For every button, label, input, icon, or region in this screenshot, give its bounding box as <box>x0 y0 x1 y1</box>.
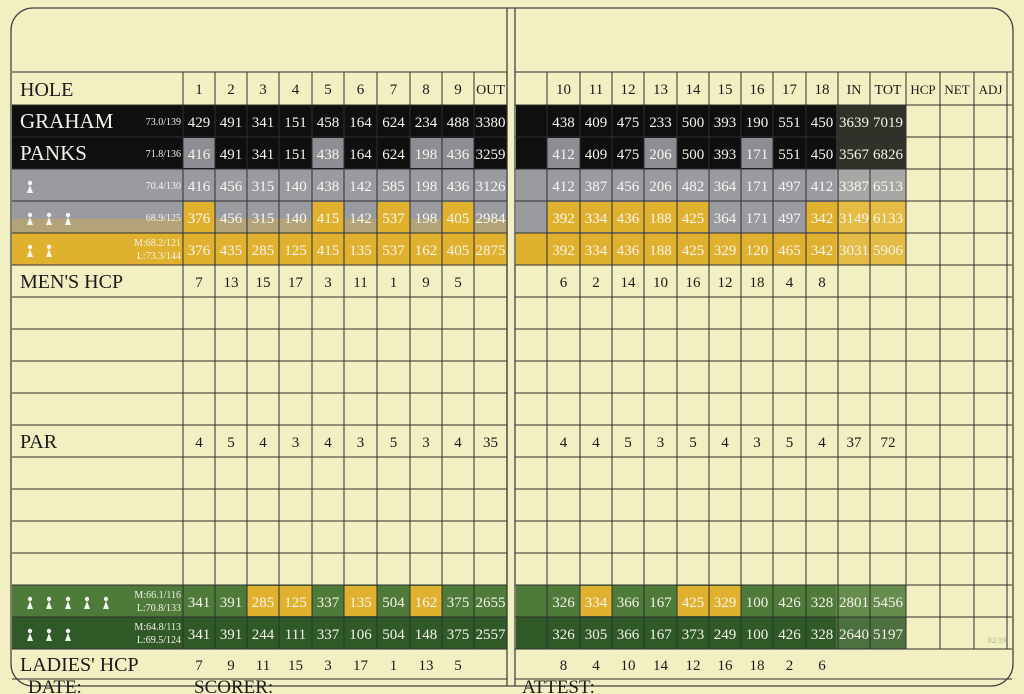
combo-tee-out: 2984 <box>475 211 506 227</box>
graham-yardage: 151 <box>284 115 307 131</box>
graham-yardage: 500 <box>681 115 705 131</box>
panks-yardage: 624 <box>382 147 405 163</box>
combo-tee-in: 3149 <box>839 211 869 227</box>
green-dark-tee-yardage: 106 <box>349 627 372 643</box>
green-light-tee-yardage: 337 <box>316 595 340 611</box>
gold-tee-yardage: 435 <box>219 243 243 259</box>
combo-tee-rating: 68.9/125 <box>145 213 181 224</box>
panks-out: 3259 <box>475 147 506 163</box>
ladies-hcp-value: 1 <box>389 658 398 674</box>
green-dark-tee-yardage: 244 <box>251 627 275 643</box>
par-value: 4 <box>454 435 462 451</box>
graham-yardage: 551 <box>778 115 801 131</box>
mens-hcp-value: 3 <box>324 275 332 291</box>
green-dark-tee-rating: M:64.8/113 <box>134 622 181 633</box>
hcp-header: HCP <box>910 82 936 97</box>
green-light-tee-yardage: 167 <box>649 595 672 611</box>
combo-tee-yardage: 171 <box>745 211 769 227</box>
green-light-tee-yardage: 426 <box>778 595 801 611</box>
par-value: 5 <box>624 435 632 451</box>
grey-tee-in: 3387 <box>839 179 869 195</box>
par-value: 3 <box>291 435 300 451</box>
panks-yardage: 151 <box>284 147 307 163</box>
par-value: 4 <box>818 435 826 451</box>
hole-header: HOLE <box>20 79 74 101</box>
green-dark-tee-tot: 5197 <box>873 627 903 643</box>
green-dark-tee-out: 2557 <box>475 627 506 643</box>
panks-yardage: 500 <box>681 147 705 163</box>
par-value: 5 <box>227 435 235 451</box>
ladies-hcp-value: 6 <box>818 658 826 674</box>
graham-yardage: 234 <box>414 115 438 131</box>
graham-yardage: 438 <box>552 115 575 131</box>
green-light-tee-yardage: 366 <box>616 595 640 611</box>
grey-tee-yardage: 456 <box>219 179 243 195</box>
ladies-hcp-value: 2 <box>785 658 794 674</box>
ladies-hcp-value: 7 <box>195 658 203 674</box>
green-dark-tee-yardage: 326 <box>552 627 575 643</box>
green-light-tee-tot: 5456 <box>873 595 903 611</box>
gold-tee-yardage: 120 <box>745 243 769 259</box>
green-light-tee-yardage: 504 <box>382 595 405 611</box>
gold-tee-yardage: 334 <box>584 243 608 259</box>
panks-yardage: 393 <box>713 147 737 163</box>
attest-label: ATTEST: <box>522 677 595 694</box>
graham-yardage: 393 <box>713 115 737 131</box>
ladies-hcp-value: 16 <box>717 658 733 674</box>
par-tot: 72 <box>880 435 896 451</box>
graham-yardage: 233 <box>649 115 672 131</box>
panks-yardage: 436 <box>446 147 470 163</box>
mens-hcp-value: 5 <box>454 275 462 291</box>
green-light-tee-yardage: 135 <box>349 595 372 611</box>
ladies-hcp-value: 18 <box>749 658 765 674</box>
hole-number: 1 <box>195 82 203 98</box>
combo-tee-yardage: 376 <box>187 211 211 227</box>
hole-number: 2 <box>227 82 235 98</box>
green-light-tee-yardage: 162 <box>414 595 438 611</box>
hole-number: 13 <box>653 82 668 98</box>
combo-tee-yardage: 537 <box>382 211 405 227</box>
graham-yardage: 624 <box>382 115 405 131</box>
graham-yardage: 409 <box>584 115 608 131</box>
par-value: 4 <box>721 435 729 451</box>
hole-number: 6 <box>356 82 365 98</box>
graham-in: 3639 <box>839 115 869 131</box>
ladies-hcp-value: 15 <box>288 658 303 674</box>
gold-tee-yardage: 392 <box>552 243 575 259</box>
ladies-hcp-value: 3 <box>324 658 332 674</box>
green-light-tee-out: 2655 <box>475 595 506 611</box>
hole-number: 18 <box>814 82 830 98</box>
scorer-label: SCORER: <box>194 677 274 694</box>
hole-number: 3 <box>259 82 267 98</box>
hole-number: 15 <box>717 82 733 98</box>
green-dark-tee-yardage: 341 <box>187 627 211 643</box>
green-light-tee-yardage: 425 <box>681 595 705 611</box>
par-label: PAR <box>20 431 58 453</box>
hole-number: 4 <box>291 82 300 98</box>
panks-yardage: 475 <box>616 147 640 163</box>
green-dark-tee-yardage: 504 <box>382 627 405 643</box>
gold-tee-yardage: 425 <box>681 243 705 259</box>
par-value: 4 <box>324 435 332 451</box>
green-dark-tee-yardage: 328 <box>810 627 834 643</box>
combo-tee-yardage: 342 <box>810 211 834 227</box>
panks-yardage: 409 <box>584 147 608 163</box>
grey-tee-yardage: 171 <box>745 179 769 195</box>
par-out: 35 <box>483 435 498 451</box>
graham-yardage: 450 <box>810 115 834 131</box>
gold-tee-yardage: 329 <box>713 243 737 259</box>
mens-hcp-label: MEN'S HCP <box>20 271 124 293</box>
mens-hcp-value: 17 <box>288 275 303 291</box>
ladies-hcp-value: 13 <box>418 658 434 674</box>
mens-hcp-value: 2 <box>592 275 600 291</box>
combo-tee-yardage: 334 <box>584 211 608 227</box>
panks-yardage: 491 <box>219 147 243 163</box>
green-light-tee-yardage: 375 <box>446 595 470 611</box>
grey-tee-yardage: 142 <box>349 179 372 195</box>
hole-number: 7 <box>389 82 398 98</box>
panks-yardage: 341 <box>251 147 275 163</box>
graham-name: GRAHAM <box>20 109 114 133</box>
par-value: 5 <box>689 435 697 451</box>
graham-yardage: 341 <box>251 115 275 131</box>
grey-tee-yardage: 412 <box>552 179 575 195</box>
mens-hcp-value: 9 <box>422 275 430 291</box>
par-value: 5 <box>389 435 398 451</box>
net-header: NET <box>944 82 970 97</box>
mens-hcp-value: 12 <box>717 275 733 291</box>
graham-rating: 73.0/139 <box>145 117 181 128</box>
graham-out: 3380 <box>475 115 506 131</box>
green-light-tee-yardage: 285 <box>251 595 275 611</box>
grey-tee-yardage: 585 <box>382 179 405 195</box>
panks-yardage: 551 <box>778 147 801 163</box>
green-dark-tee-yardage: 111 <box>284 627 307 643</box>
gold-tee-yardage: 342 <box>810 243 834 259</box>
panks-yardage: 198 <box>414 147 438 163</box>
adj-header: ADJ <box>978 82 1003 97</box>
grey-tee-yardage: 206 <box>649 179 672 195</box>
print-code: 02/19 <box>987 636 1006 645</box>
combo-tee-yardage: 425 <box>681 211 705 227</box>
panks-yardage: 450 <box>810 147 834 163</box>
in-header: IN <box>846 83 862 98</box>
green-dark-tee-yardage: 426 <box>778 627 801 643</box>
combo-tee-tot: 6133 <box>873 211 903 227</box>
combo-tee-yardage: 497 <box>778 211 801 227</box>
gold-tee-yardage: 135 <box>349 243 372 259</box>
grey-tee-yardage: 497 <box>778 179 801 195</box>
green-dark-tee-yardage: 100 <box>745 627 769 643</box>
panks-yardage: 438 <box>316 147 340 163</box>
gold-tee-yardage: 125 <box>284 243 307 259</box>
mens-hcp-value: 10 <box>653 275 668 291</box>
hole-number: 10 <box>556 82 571 98</box>
green-light-tee-yardage: 334 <box>584 595 608 611</box>
date-label: DATE: <box>28 677 82 694</box>
gold-tee-yardage: 537 <box>382 243 405 259</box>
par-value: 3 <box>422 435 430 451</box>
grey-tee-rating: 70.4/130 <box>145 181 181 192</box>
mens-hcp-value: 8 <box>818 275 826 291</box>
combo-tee-yardage: 415 <box>316 211 340 227</box>
gold-tee-yardage: 376 <box>187 243 211 259</box>
green-dark-tee-yardage: 391 <box>219 627 243 643</box>
green-light-tee-yardage: 328 <box>810 595 834 611</box>
gold-tee-rating: M:68.2/121 <box>134 238 181 249</box>
grey-tee-yardage: 412 <box>810 179 834 195</box>
mens-hcp-value: 16 <box>685 275 701 291</box>
green-dark-tee-yardage: 167 <box>649 627 672 643</box>
grey-tee-yardage: 416 <box>187 179 211 195</box>
grey-tee-yardage: 364 <box>713 179 737 195</box>
gold-tee-tot: 5906 <box>873 243 903 259</box>
ladies-hcp-value: 10 <box>620 658 636 674</box>
grey-tee-yardage: 140 <box>284 179 307 195</box>
green-light-tee-rating-ladies: L:70.8/133 <box>136 603 181 614</box>
par-value: 3 <box>656 435 665 451</box>
ladies-hcp-value: 8 <box>559 658 568 674</box>
green-light-tee-rating: M:66.1/116 <box>134 590 181 601</box>
combo-tee-yardage: 392 <box>552 211 575 227</box>
green-dark-tee-yardage: 375 <box>446 627 470 643</box>
mens-hcp-value: 18 <box>749 275 765 291</box>
hole-number: 17 <box>782 82 797 98</box>
green-dark-tee-in: 2640 <box>839 627 869 643</box>
panks-yardage: 164 <box>349 147 372 163</box>
grey-tee-tot: 6513 <box>873 179 903 195</box>
combo-tee-yardage: 456 <box>219 211 243 227</box>
panks-yardage: 206 <box>649 147 672 163</box>
par-value: 4 <box>195 435 203 451</box>
panks-tot: 6826 <box>873 147 903 163</box>
panks-name: PANKS <box>20 141 87 165</box>
ladies-hcp-label: LADIES' HCP <box>20 654 139 676</box>
graham-yardage: 190 <box>745 115 769 131</box>
hole-number: 8 <box>422 82 430 98</box>
tot-header: TOT <box>874 83 902 98</box>
par-value: 5 <box>785 435 794 451</box>
combo-tee-yardage: 364 <box>713 211 737 227</box>
grey-tee-yardage: 436 <box>446 179 470 195</box>
grey-tee-out: 3126 <box>475 179 506 195</box>
green-light-tee-yardage: 326 <box>552 595 575 611</box>
grey-tee-yardage: 315 <box>251 179 275 195</box>
ladies-hcp-value: 5 <box>454 658 462 674</box>
gold-tee-yardage: 436 <box>616 243 640 259</box>
green-light-tee-yardage: 100 <box>745 595 769 611</box>
hole-number: 14 <box>685 82 701 98</box>
combo-tee-yardage: 142 <box>349 211 372 227</box>
ladies-hcp-value: 11 <box>255 658 271 674</box>
out-header: OUT <box>476 83 505 98</box>
combo-tee-yardage: 188 <box>649 211 672 227</box>
mens-hcp-value: 7 <box>195 275 203 291</box>
panks-yardage: 412 <box>552 147 575 163</box>
mens-hcp-value: 6 <box>559 275 568 291</box>
hole-number: 5 <box>324 82 332 98</box>
ladies-hcp-value: 14 <box>653 658 668 674</box>
mens-hcp-value: 13 <box>223 275 239 291</box>
par-in: 37 <box>846 435 862 451</box>
hole-number: 12 <box>620 82 636 98</box>
gold-tee-rating-ladies: L:73.3/144 <box>136 251 181 262</box>
combo-tee-yardage: 140 <box>284 211 307 227</box>
graham-tot: 7019 <box>873 115 903 131</box>
mens-hcp-value: 1 <box>389 275 398 291</box>
green-light-tee-in: 2801 <box>839 595 869 611</box>
panks-in: 3567 <box>839 147 869 163</box>
combo-tee-yardage: 315 <box>251 211 275 227</box>
green-dark-tee-yardage: 373 <box>681 627 705 643</box>
panks-rating: 71.8/136 <box>145 149 181 160</box>
par-value: 4 <box>259 435 267 451</box>
grey-tee-yardage: 387 <box>584 179 608 195</box>
green-dark-tee-yardage: 148 <box>414 627 438 643</box>
par-value: 4 <box>559 435 568 451</box>
ladies-hcp-value: 9 <box>227 658 235 674</box>
combo-tee-yardage: 198 <box>414 211 438 227</box>
grey-tee-yardage: 438 <box>316 179 340 195</box>
green-light-tee-yardage: 341 <box>187 595 211 611</box>
gold-tee-yardage: 188 <box>649 243 672 259</box>
green-dark-tee-yardage: 305 <box>584 627 608 643</box>
hole-number: 16 <box>749 82 765 98</box>
combo-tee-yardage: 436 <box>616 211 640 227</box>
combo-tee-yardage: 405 <box>446 211 470 227</box>
green-light-tee-yardage: 329 <box>713 595 737 611</box>
graham-yardage: 488 <box>446 115 470 131</box>
gold-tee-yardage: 465 <box>778 243 801 259</box>
green-dark-tee-yardage: 337 <box>316 627 340 643</box>
par-value: 3 <box>753 435 761 451</box>
grey-tee-yardage: 456 <box>616 179 640 195</box>
grey-tee-yardage: 198 <box>414 179 438 195</box>
mens-hcp-value: 15 <box>255 275 271 291</box>
green-light-tee-yardage: 125 <box>284 595 307 611</box>
graham-yardage: 458 <box>316 115 340 131</box>
gold-tee-yardage: 405 <box>446 243 470 259</box>
panks-yardage: 416 <box>187 147 211 163</box>
hole-number: 11 <box>588 82 604 98</box>
grey-tee-yardage: 482 <box>681 179 705 195</box>
mens-hcp-value: 4 <box>785 275 794 291</box>
par-value: 4 <box>592 435 600 451</box>
green-dark-tee-yardage: 366 <box>616 627 640 643</box>
ladies-hcp-value: 4 <box>592 658 600 674</box>
mens-hcp-value: 14 <box>620 275 636 291</box>
ladies-hcp-value: 12 <box>685 658 701 674</box>
gold-tee-in: 3031 <box>839 243 869 259</box>
green-light-tee-yardage: 391 <box>219 595 243 611</box>
graham-yardage: 491 <box>219 115 243 131</box>
gold-tee-yardage: 162 <box>414 243 438 259</box>
hole-number: 9 <box>454 82 462 98</box>
graham-yardage: 475 <box>616 115 640 131</box>
ladies-hcp-value: 17 <box>353 658 368 674</box>
graham-yardage: 164 <box>349 115 372 131</box>
mens-hcp-value: 11 <box>353 275 368 291</box>
gold-tee-yardage: 285 <box>251 243 275 259</box>
panks-yardage: 171 <box>745 147 769 163</box>
par-value: 3 <box>356 435 365 451</box>
graham-yardage: 429 <box>187 115 211 131</box>
gold-tee-out: 2875 <box>475 243 506 259</box>
green-dark-tee-rating-ladies: L:69.5/124 <box>136 635 181 646</box>
green-dark-tee-yardage: 249 <box>713 627 737 643</box>
gold-tee-yardage: 415 <box>316 243 340 259</box>
